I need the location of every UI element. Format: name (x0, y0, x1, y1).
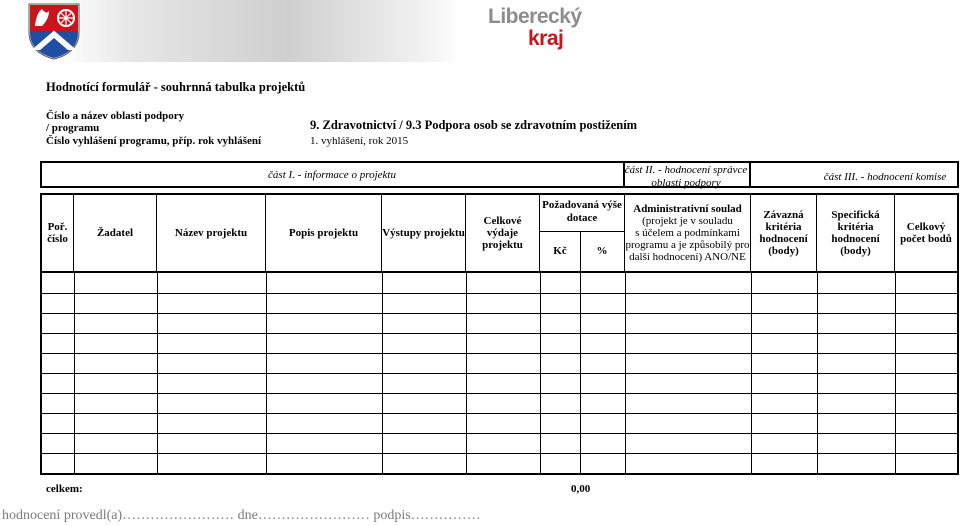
table-row-divider (42, 313, 957, 314)
col-specific-line1: Specifická (831, 209, 880, 221)
total-label: celkem: (46, 483, 83, 495)
area-label-line1: Číslo a název oblasti podpory (46, 110, 185, 122)
table-row-divider (42, 433, 957, 434)
col-requested-divider (540, 231, 624, 232)
table-row-divider (42, 353, 957, 354)
col-admin-line1: Administrativní soulad (633, 203, 742, 215)
table-body (40, 273, 959, 475)
col-mandatory-line4: (body) (768, 245, 799, 257)
col-specific-criteria-header (817, 195, 895, 271)
col-specific-line4: (body) (840, 245, 871, 257)
col-project-name-header: Název projektu (157, 195, 266, 271)
col-total-points-header (895, 195, 957, 271)
liberecky-kraj-logo (488, 6, 584, 52)
col-admin-line4: programu a je způsobilý pro (625, 239, 750, 251)
call-label: Číslo vyhlášení programu, příp. rok vyhlášení (46, 135, 262, 147)
col-outputs-header: Výstupy projektu (382, 195, 466, 271)
col-total-cost-line2: výdaje (486, 227, 519, 239)
col-total-cost-line1: Celkové (483, 215, 522, 227)
col-number-line2: číslo (47, 233, 68, 245)
col-total-cost-header (466, 195, 540, 271)
table-row-divider (42, 293, 957, 294)
section-part2-label-line1: část II. - hodnocení správce (624, 164, 748, 176)
table-row-divider (42, 393, 957, 394)
col-total-points-line2: počet bodů (900, 233, 952, 245)
logo-text-line2: kraj (528, 27, 564, 50)
col-mandatory-line2: kritéria (765, 221, 802, 233)
col-requested-line1: Požadovaná výše (542, 199, 622, 211)
region-emblem-icon (27, 2, 81, 60)
table-row-divider (42, 453, 957, 454)
table-header (40, 193, 959, 273)
col-number-header (42, 195, 74, 271)
logo-text-line1: Liberecký (488, 5, 582, 28)
col-requested-kc: Kč (553, 245, 567, 257)
table-row-divider (42, 333, 957, 334)
col-admin-line2: (projekt je v souladu (642, 215, 733, 227)
col-requested-line2: dotace (566, 212, 598, 224)
col-requested-header (540, 195, 625, 271)
area-label-line2: / programu (46, 122, 100, 134)
section-part2-label-line2: oblasti podpory (651, 177, 721, 189)
col-mandatory-line3: hodnocení (759, 233, 808, 245)
col-requested-percent: % (596, 245, 608, 257)
table-row-divider (42, 373, 957, 374)
col-admin-compliance-header (625, 195, 751, 271)
col-total-points-line1: Celkový (906, 221, 946, 233)
form-title: Hodnotící formulář - souhrnná tabulka projektů (46, 80, 306, 94)
section-part1-label: část I. - informace o projektu (268, 169, 396, 181)
col-specific-line2: kritéria (837, 221, 874, 233)
area-value: 9. Zdravotnictví / 9.3 Podpora osob se zdravotním postižením (310, 118, 638, 132)
col-specific-line3: hodnocení (831, 233, 880, 245)
col-requested-title (540, 199, 624, 225)
col-project-desc-header: Popis projektu (266, 195, 382, 271)
call-value: 1. vyhlášení, rok 2015 (310, 135, 409, 147)
col-total-cost-line3: projektu (482, 239, 523, 251)
col-number-line1: Poř. (47, 221, 68, 233)
top-banner (0, 0, 960, 62)
col-mandatory-line1: Závazná (763, 209, 804, 221)
signature-line: hodnocení provedl(a)…………………… dne…………………… podpis…………… (2, 508, 481, 523)
section-part3-label: část III. - hodnocení komise (823, 171, 947, 183)
table-row-divider (42, 413, 957, 414)
col-applicant-header: Žadatel (74, 195, 157, 271)
col-admin-line5: další hodnocení) ANO/NE (629, 251, 746, 263)
col-mandatory-criteria-header (751, 195, 817, 271)
total-value: 0,00 (571, 483, 591, 495)
col-admin-line3: s účelem a podmínkami (635, 227, 740, 239)
